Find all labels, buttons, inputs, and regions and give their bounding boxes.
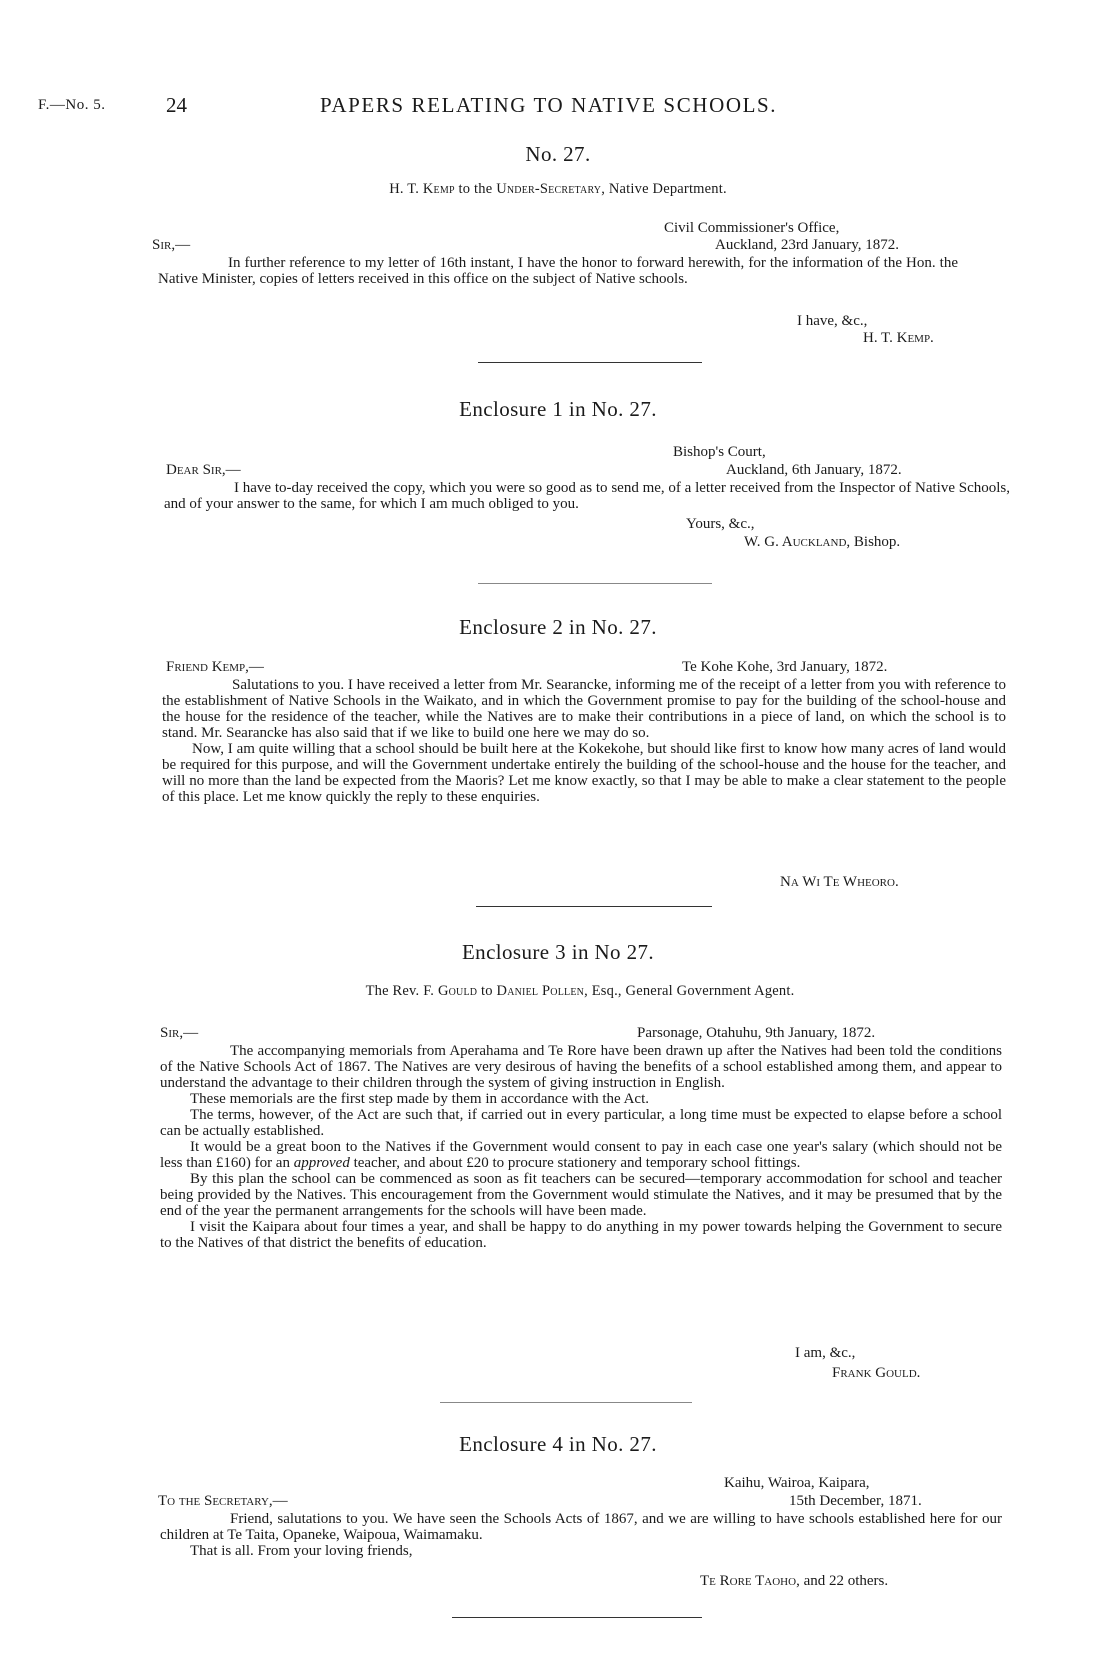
enclosure-2-address: Te Kohe Kohe, 3rd January, 1872. [682, 659, 888, 675]
enclosure-3-salutation: Sir,— [160, 1025, 199, 1041]
page-number: 24 [166, 93, 187, 117]
enclosure-3-para-2: These memorials are the first step made by them in accordance with the Act. [190, 1091, 650, 1107]
enclosure-1-signature [744, 534, 900, 551]
enclosure-4-salutation: To the Secretary,— [158, 1493, 288, 1509]
enclosure-3-address: Parsonage, Otahuhu, 9th January, 1872. [637, 1025, 876, 1041]
signature: H. T. Kemp. [863, 330, 934, 346]
enclosure-2-salutation: Friend Kemp,— [166, 659, 264, 675]
address-line-1: Civil Commissioner's Office, [664, 220, 840, 236]
letter-heading [158, 181, 958, 198]
subheading-mid: to [477, 983, 497, 999]
section-divider [452, 1617, 702, 1618]
section-divider [476, 906, 712, 907]
enclosure-1-address-2: Auckland, 6th January, 1872. [726, 462, 902, 478]
enclosure-2-heading: Enclosure 2 in No. 27. [459, 615, 657, 639]
section-divider [440, 1402, 692, 1403]
enclosure-4-signature [700, 1573, 888, 1590]
enclosure-4-address-2: 15th December, 1871. [789, 1493, 922, 1509]
enclosure-4-para-2: That is all. From your loving friends, [190, 1543, 413, 1559]
enclosure-3-para-6: I visit the Kaipara about four times a year, and shall be happy to do anything in my power towards helping the Government to secure to the Natives of that district the benefits of education. [160, 1219, 1002, 1251]
para-4-emphasis: approved [293, 1155, 350, 1171]
enclosure-1-signature-name: W. G. Auckland [744, 534, 847, 550]
address-line-2: Auckland, 23rd January, 1872. [715, 237, 899, 253]
letter-body: In further reference to my letter of 16th instant, I have the honor to forward herewith, for the information of the Hon. the Native Minister, copies of letters received in this office on the subject of Native schools. [158, 255, 958, 287]
running-head [0, 93, 1114, 123]
enclosure-1-salutation: Dear Sir,— [166, 462, 241, 478]
heading-from: H. T. Kemp [389, 181, 455, 197]
enclosure-3-para-1: The accompanying memorials from Aperahama and Te Rore have been drawn up after the Natives had been told the conditions of the Native Schools Act of 1867. The Natives are very desirous of having the benefits of a school established among them, and appear to understand the advantage to their children through the system of giving instruction in English. [160, 1043, 1002, 1091]
heading-to: Under-Secretary [496, 181, 602, 197]
heading-to-word: to the [454, 181, 497, 197]
enclosure-2-para-2: Now, I am quite willing that a school should be built here at the Kokekohe, but should like first to know how many acres of land would be required for this purpose, and will the Government undertake entirely the building of the school-house and the house for the teacher, and will no more than the land be expected from the Maoris? Let me know exactly, so that I may be able to make a clear statement to the people of this place. Let me know quickly the reply to these enquiries. [162, 741, 1006, 805]
salutation: Sir,— [152, 237, 191, 253]
para-4-pre: It would be a great boon to the Natives if the Government would consent to pay in each case one year's salary (which should not be less than £160) for an [160, 1139, 1002, 1171]
enclosure-3-para-5: By this plan the school can be commenced as soon as fit teachers can be secured—temporary accommodation for school and teacher being provided by the Natives. This encouragement from the Government would stimulate the Natives, and it may be presumed that by the end of the year the permanent arrangements for the schools will have been made. [160, 1171, 1002, 1219]
enclosure-2-signature: Na Wi Te Wheoro. [780, 874, 899, 890]
section-divider [478, 583, 712, 584]
enclosure-2-para-1: Salutations to you. I have received a letter from Mr. Searancke, informing me of the receipt of a letter from you with reference to the establishment of Native Schools in the Waikato, and in which the Government promise to pay for the building of the school-house and the house for the residence of the teacher, while the Natives are to make their contributions in a piece of land, on which the school is to stand. Mr. Searancke has also said that if we like to build one here we may do so. [162, 677, 1006, 741]
enclosure-1-address-1: Bishop's Court, [673, 444, 766, 460]
enclosure-3-para-3: The terms, however, of the Act are such that, if carried out in every particular, a long time must be expected to elapse before a school can be actually established. [160, 1107, 1002, 1139]
enclosure-3-subheading [180, 983, 980, 1000]
closing: I have, &c., [797, 313, 868, 329]
enclosure-4-para-1: Friend, salutations to you. We have seen the Schools Acts of 1867, and we are willing to have schools established here for our children at Te Taita, Opaneke, Waipoua, Waimamaku. [160, 1511, 1002, 1543]
subheading-pre: The Rev. F. [365, 983, 438, 999]
enclosure-1-heading: Enclosure 1 in No. 27. [459, 397, 657, 421]
enclosure-3-heading: Enclosure 3 in No 27. [461, 940, 655, 964]
enclosure-3-signature: Frank Gould. [832, 1365, 921, 1381]
enclosure-4-heading: Enclosure 4 in No. 27. [459, 1432, 657, 1456]
subheading-to: Daniel Pollen [496, 983, 585, 999]
enclosure-1-closing: Yours, &c., [686, 516, 755, 532]
running-title: PAPERS RELATING TO NATIVE SCHOOLS. [320, 93, 778, 117]
enclosure-4-signature-name: Te Rore Taoho [700, 1573, 797, 1589]
para-4-post: teacher, and about £20 to procure stationery and temporary school fittings. [349, 1155, 801, 1171]
section-divider [478, 362, 702, 363]
enclosure-3-para-4 [160, 1139, 1002, 1171]
enclosure-4-address-1: Kaihu, Wairoa, Kaipara, [724, 1475, 870, 1491]
letter-number: No. 27. [525, 142, 591, 166]
series-number: F.—No. 5. [38, 97, 106, 113]
heading-dept: , Native Department. [601, 181, 727, 197]
subheading-from: Gould [437, 983, 478, 999]
enclosure-4-signature-post: , and 22 others. [796, 1573, 889, 1589]
enclosure-3-closing: I am, &c., [795, 1345, 856, 1361]
enclosure-1-body: I have to-day received the copy, which you were so good as to send me, of a letter received from the Inspector of Native Schools, and of your answer to the same, for which I am much obliged to you. [164, 480, 1010, 512]
enclosure-1-signature-title: , Bishop. [846, 534, 901, 550]
subheading-post: , Esq., General Government Agent. [584, 983, 795, 999]
